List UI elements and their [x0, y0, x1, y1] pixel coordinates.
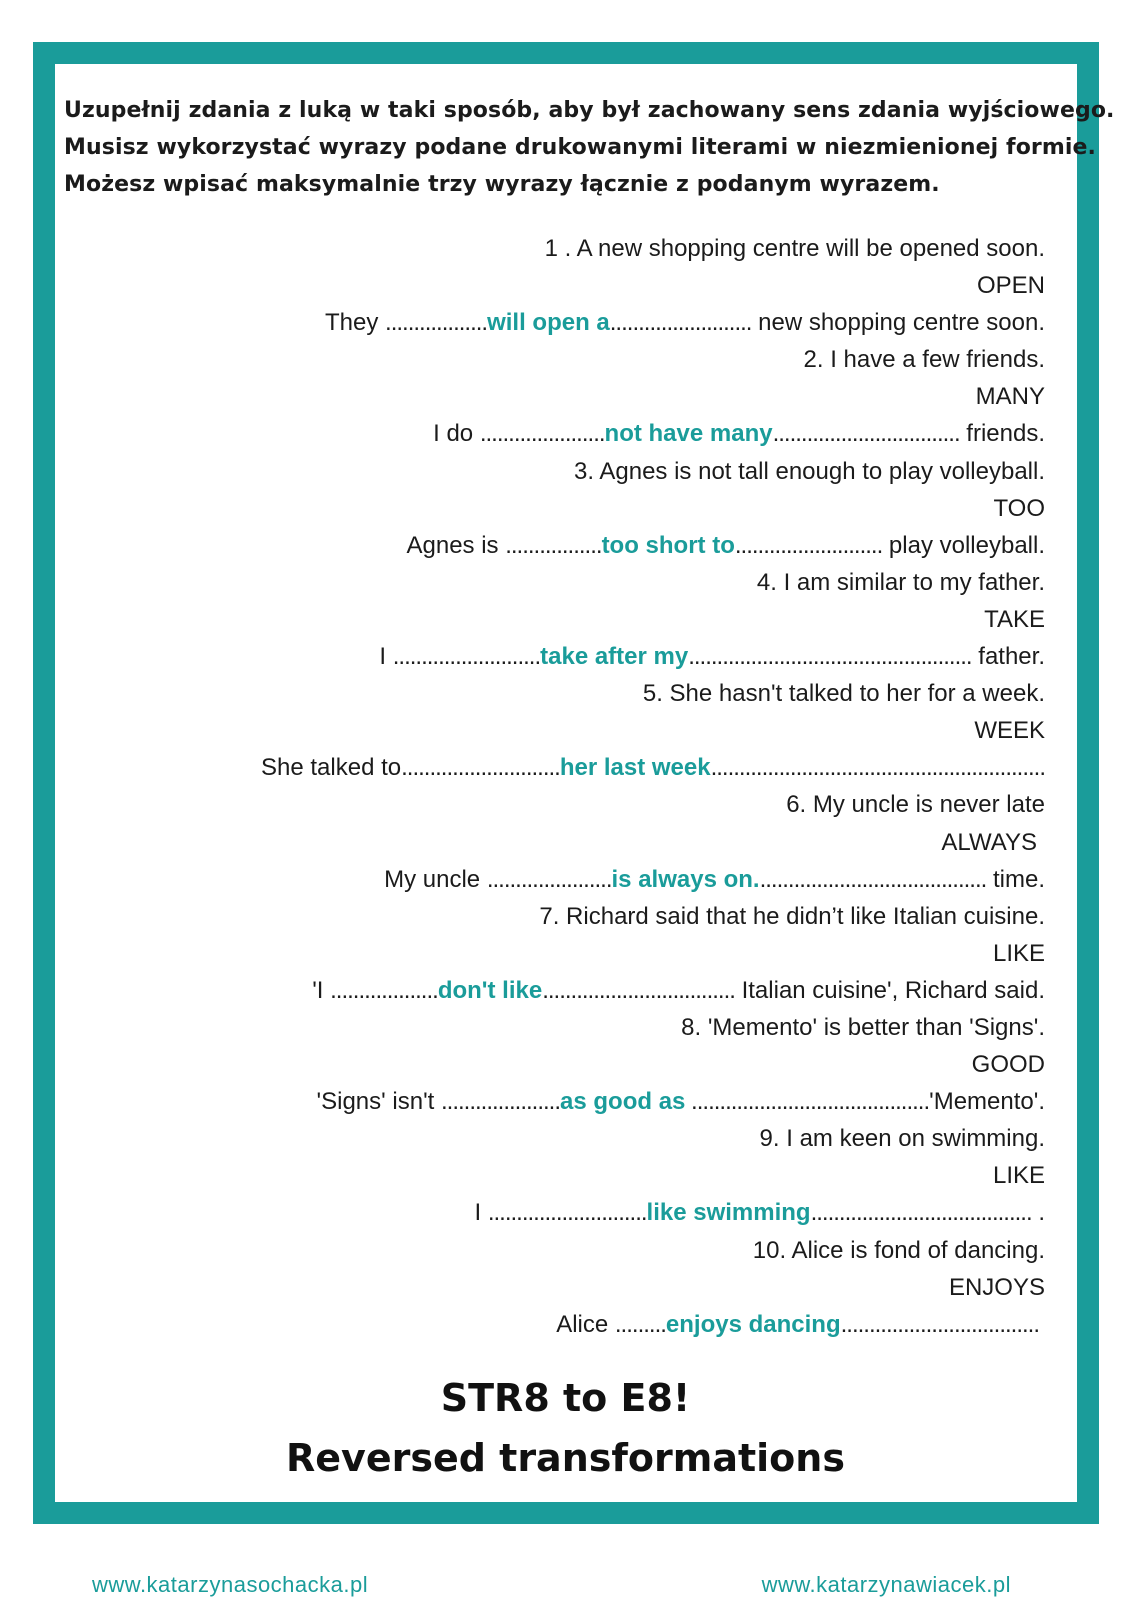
transformation-start: My uncle: [384, 865, 487, 893]
exercise-keyword: LIKE: [992, 1162, 1045, 1190]
transformation-end: play volleyball.: [882, 531, 1045, 559]
gap-dots: ........................................: [759, 865, 987, 893]
gap-answer: don't like: [437, 976, 543, 1004]
gap-dots: .....................: [440, 1088, 561, 1116]
exercise-prompt: 4. I am similar to my father.: [756, 568, 1045, 596]
instruction-line: Uzupełnij zdania z luką w taki sposób, aby był zachowany sens zdania wyjściowego.: [64, 98, 1115, 123]
exercise-prompt: 2. I have a few friends.: [803, 346, 1045, 374]
exercise-keyword: GOOD: [971, 1051, 1045, 1079]
gap-dots: ...........................................................: [710, 754, 1045, 782]
worksheet-title: STR8 to E8!: [440, 1376, 691, 1420]
transformation-start: 'Signs' isn't: [316, 1088, 441, 1116]
exercise-keyword: WEEK: [974, 717, 1045, 745]
transformation-end: 'Memento'.: [929, 1088, 1045, 1116]
exercise-item: [150, 230, 1045, 341]
exercise-keyword: ENJOYS: [948, 1273, 1045, 1301]
gap-answer: as good as: [560, 1088, 686, 1116]
instruction-line: Musisz wykorzystać wyrazy podane drukowanymi literami w niezmienionej formie.: [64, 135, 1097, 160]
gap-dots: .........................: [609, 309, 752, 337]
instruction-line: Możesz wpisać maksymalnie trzy wyrazy łącznie z podanym wyrazem.: [64, 172, 940, 197]
transformation-start: She talked to: [261, 754, 402, 782]
exercise-prompt: 9. I am keen on swimming.: [759, 1125, 1045, 1153]
exercise-list: [150, 230, 1045, 1343]
exercise-transformation: [150, 1083, 1045, 1120]
gap-dots: ...................................: [840, 1310, 1039, 1338]
transformation-start: 'I: [312, 976, 331, 1004]
transformation-end: .: [1031, 1199, 1045, 1227]
gap-dots: ..........................: [392, 643, 541, 671]
exercise-keyword: LIKE: [992, 939, 1045, 967]
exercise-prompt: 1 . A new shopping centre will be opened soon.: [544, 235, 1045, 262]
worksheet-subtitle: Reversed transformations: [286, 1436, 845, 1480]
gap-dots: ......................: [479, 420, 605, 448]
gap-answer: is always on.: [611, 865, 760, 893]
gap-answer: not have many: [604, 420, 773, 448]
exercise-transformation: [150, 1194, 1045, 1231]
exercise-keyword: ALWAYS: [941, 828, 1037, 856]
exercise-item: [150, 341, 1045, 452]
transformation-start: They: [325, 309, 386, 337]
exercise-item: [150, 1120, 1045, 1231]
instructions: [64, 92, 1115, 203]
gap-dots: .......................................: [810, 1199, 1032, 1227]
exercise-keyword: MANY: [975, 383, 1045, 411]
exercise-prompt: 5. She hasn't talked to her for a week.: [642, 680, 1045, 708]
gap-dots: ..................: [385, 309, 488, 337]
exercise-prompt: 3. Agnes is not tall enough to play volleyball.: [574, 457, 1045, 485]
gap-dots: .................................: [772, 420, 960, 448]
gap-answer: her last week: [559, 754, 711, 782]
gap-answer: too short to: [601, 531, 735, 559]
gap-dots: ......................: [486, 865, 612, 893]
gap-answer: like swimming: [646, 1199, 811, 1227]
exercise-item: [150, 564, 1045, 675]
gap-dots: ..................................: [542, 976, 735, 1004]
gap-answer: will open a: [487, 309, 610, 337]
transformation-start: I: [379, 643, 393, 671]
gap-dots: ............................: [487, 1199, 647, 1227]
exercise-item: [150, 675, 1045, 786]
transformation-start: Agnes is: [406, 531, 506, 559]
exercise-transformation: [150, 527, 1045, 564]
gap-dots: ..................................................: [688, 643, 972, 671]
exercise-keyword: TOO: [993, 494, 1045, 522]
transformation-start: I do: [433, 420, 480, 448]
exercise-keyword: TAKE: [984, 605, 1045, 633]
transformation-start: I: [474, 1199, 488, 1227]
gap-dots: ...................: [330, 976, 438, 1004]
gap-answer: enjoys dancing: [665, 1310, 841, 1338]
transformation-end: Italian cuisine', Richard said.: [734, 976, 1045, 1004]
exercise-prompt: 6. My uncle is never late: [786, 791, 1045, 819]
exercise-prompt: 7. Richard said that he didn’t like Italian cuisine.: [539, 902, 1045, 930]
footer-link-left[interactable]: www.katarzynasochacka.pl: [92, 1572, 369, 1597]
transformation-end: friends.: [959, 420, 1045, 448]
exercise-transformation: [150, 972, 1045, 1009]
footer-link-right[interactable]: www.katarzynawiacek.pl: [761, 1572, 1011, 1597]
exercise-prompt: 10. Alice is fond of dancing.: [752, 1236, 1045, 1264]
exercise-item: [150, 1232, 1045, 1343]
gap-dots: ............................: [401, 754, 560, 782]
exercise-keyword: OPEN: [976, 272, 1045, 300]
transformation-start: Alice: [556, 1310, 615, 1338]
transformation-end: father.: [971, 643, 1045, 671]
exercise-item: [150, 1009, 1045, 1120]
exercise-transformation: [150, 749, 1045, 786]
gap-dots: .........: [614, 1310, 666, 1338]
exercise-transformation: [150, 415, 1045, 452]
exercise-transformation: [150, 861, 1045, 898]
gap-dots: ..........................: [734, 531, 883, 559]
exercise-prompt: 8. 'Memento' is better than 'Signs'.: [681, 1013, 1045, 1041]
exercise-item: [150, 786, 1045, 897]
gap-answer: take after my: [540, 643, 689, 671]
transformation-end: time.: [986, 865, 1045, 893]
gap-dots: .................: [505, 531, 602, 559]
exercise-transformation: [150, 638, 1045, 675]
exercise-transformation: [150, 304, 1045, 341]
transformation-end: new shopping centre soon.: [751, 309, 1045, 337]
gap-dots: ..........................................: [685, 1088, 930, 1116]
exercise-item: [150, 453, 1045, 564]
exercise-item: [150, 898, 1045, 1009]
exercise-transformation: [150, 1306, 1045, 1343]
